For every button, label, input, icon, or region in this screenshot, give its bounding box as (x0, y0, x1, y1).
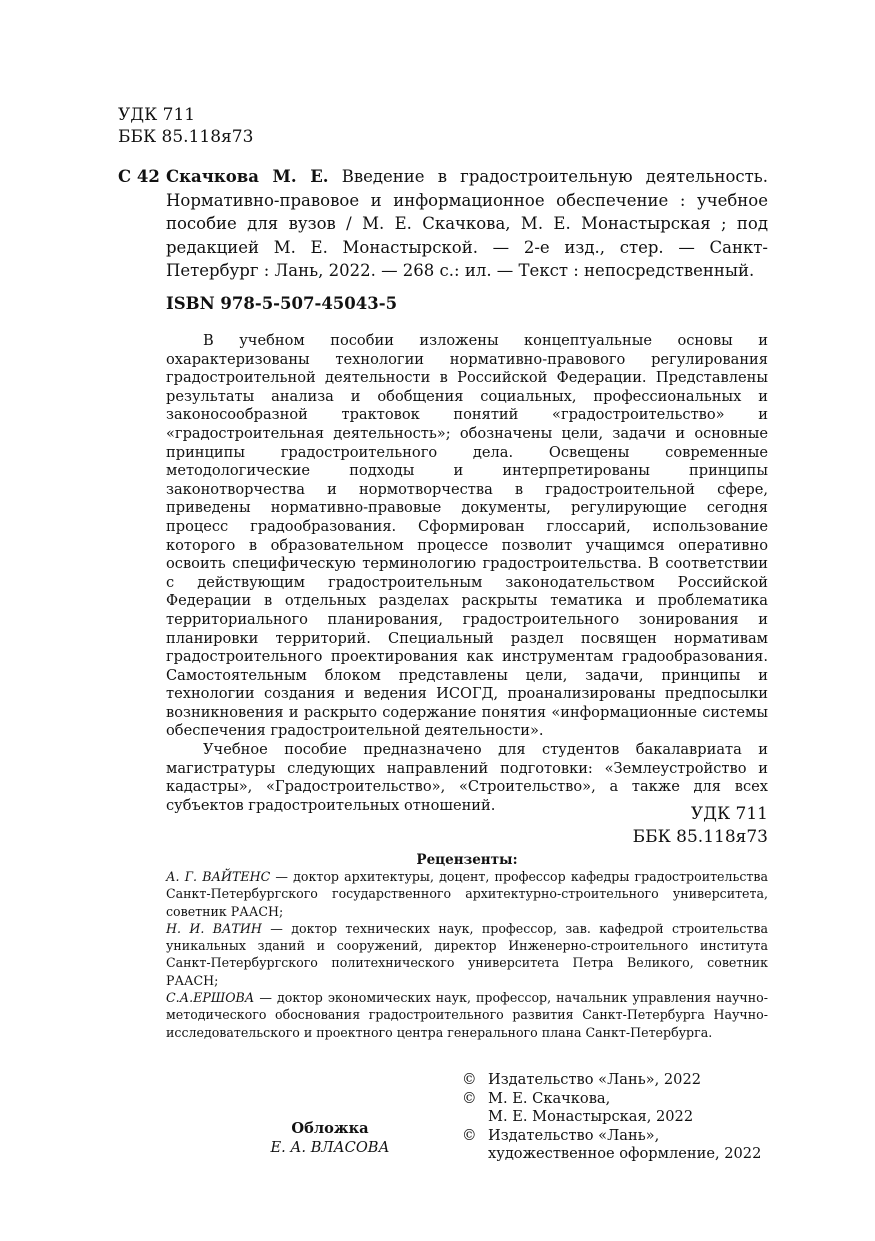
abstract-paragraph-2: Учебное пособие предназначено для студентов бакалавриата и магистратуры следующих направлений подготовки: «Землеустройство и кадастры», «Градостроительство», «Строительство», а также для всех субъектов градостроительных отношений. (166, 741, 768, 814)
reviewer-name: А. Г. ВАЙТЕНС (166, 869, 271, 884)
bibliographic-description: Введение в градостроительную деятельность. Нормативно-правовое и информационное обеспечение : учебное пособие для вузов / М. Е. Скачкова, М. Е. Монастырская ; под редакцией М. Е. Монастырской. — 2-е изд., стер. — Санкт-Петербург : Лань, 2022. — 268 с.: ил. — Текст : непосредственный. (166, 167, 768, 280)
abstract (166, 332, 768, 815)
bbk-code: ББК 85.118я73 (632, 827, 768, 847)
isbn: ISBN 978-5-507-45043-5 (166, 294, 398, 313)
copyright-text: Издательство «Лань», (488, 1126, 660, 1144)
reviewers-list (166, 868, 768, 1041)
reviewer-entry (166, 920, 768, 989)
copyright-line (462, 1127, 761, 1146)
author-name: Скачкова М. Е. (166, 167, 329, 186)
copyright-text: художественное оформление, 2022 (488, 1145, 762, 1162)
copyright-block (462, 1071, 761, 1164)
reviewer-entry (166, 868, 768, 920)
top-classification (118, 104, 253, 148)
copyright-line (462, 1071, 761, 1090)
cover-designer: Е. А. ВЛАСОВА (270, 1138, 390, 1156)
copyright-symbol: © (462, 1126, 477, 1144)
reviewer-entry (166, 989, 768, 1041)
copyright-text: Издательство «Лань», 2022 (488, 1071, 702, 1088)
reviewers-title: Рецензенты: (416, 852, 518, 868)
udk-code-top: УДК 711 (118, 105, 196, 125)
reviewer-name: С.А.ЕРШОВА (166, 990, 255, 1006)
reviewer-name: Н. И. ВАТИН (166, 920, 262, 936)
copyright-text: М. Е. Скачкова, (488, 1089, 611, 1107)
cover-credit (250, 1120, 410, 1157)
copyright-line (462, 1145, 761, 1164)
classification-block (540, 803, 768, 849)
udk-code: УДК 711 (690, 804, 768, 824)
reviewer-details: — доктор экономических наук, профессор, начальник управления научно-методического обоснования градостроительного развития Санкт-Петербурга Научно-исследовательского и проектного центра генерального плана Санкт-Петербурга. (166, 990, 768, 1040)
reviewer-details: — доктор технических наук, профессор, зав. кафедрой строительства уникальных зданий и сооружений, директор Инженерно-строительного института Санкт-Петербургского политехнического университета Петра Великого, советник РААСН; (166, 920, 769, 988)
copyright-symbol: © (462, 1089, 477, 1107)
cover-label: Обложка (291, 1120, 369, 1137)
copyright-line (462, 1090, 761, 1109)
copyright-line (462, 1108, 761, 1127)
copyright-text: М. Е. Монастырская, 2022 (488, 1108, 694, 1125)
reviewer-details: — доктор архитектуры, доцент, профессор кафедры градостроительства Санкт-Петербургского государственного архитектурно-строительного университета, советник РААСН; (166, 869, 768, 919)
copyright-symbol: © (462, 1071, 477, 1088)
bibliographic-record (166, 165, 768, 283)
author-code: С 42 (118, 167, 160, 186)
abstract-paragraph-1: В учебном пособии изложены концептуальные основы и охарактеризованы технологии нормативно-правового регулирования градостроительной деятельности в Российской Федерации. Представлены результаты анализа и обобщения социальных, профессиональных и законосообразной трактовок понятий «градостроительство» и «градостроительная деятельность»; обозначены цели, задачи и основные принципы градостроительного дела. Освещены современные методологические подходы и интерпретированы принципы законотворчества и нормотворчества в градостроительной сфере, приведены нормативно-правовые документы, регулирующие сегодня процесс градообразования. Сформирован глоссарий, использование которого в образовательном процессе позволит учащимся оперативно освоить специфическую терминологию градостроительства. В соответствии с действующим градостроительным законодательством Российской Федерации в отдельных разделах раскрыты тематика и проблематика территориального планирования, градостроительного зонирования и планировки территорий. Специальный раздел посвящен нормативам градостроительного проектирования как инструментам градообразования. Самостоятельным блоком представлены цели, задачи, принципы и технологии создания и ведения ИСОГД, проанализированы предпосылки возникновения и раскрыто содержание понятия «информационные системы обеспечения градостроительной деятельности». (166, 332, 768, 740)
bbk-code-top: ББК 85.118я73 (118, 127, 254, 147)
